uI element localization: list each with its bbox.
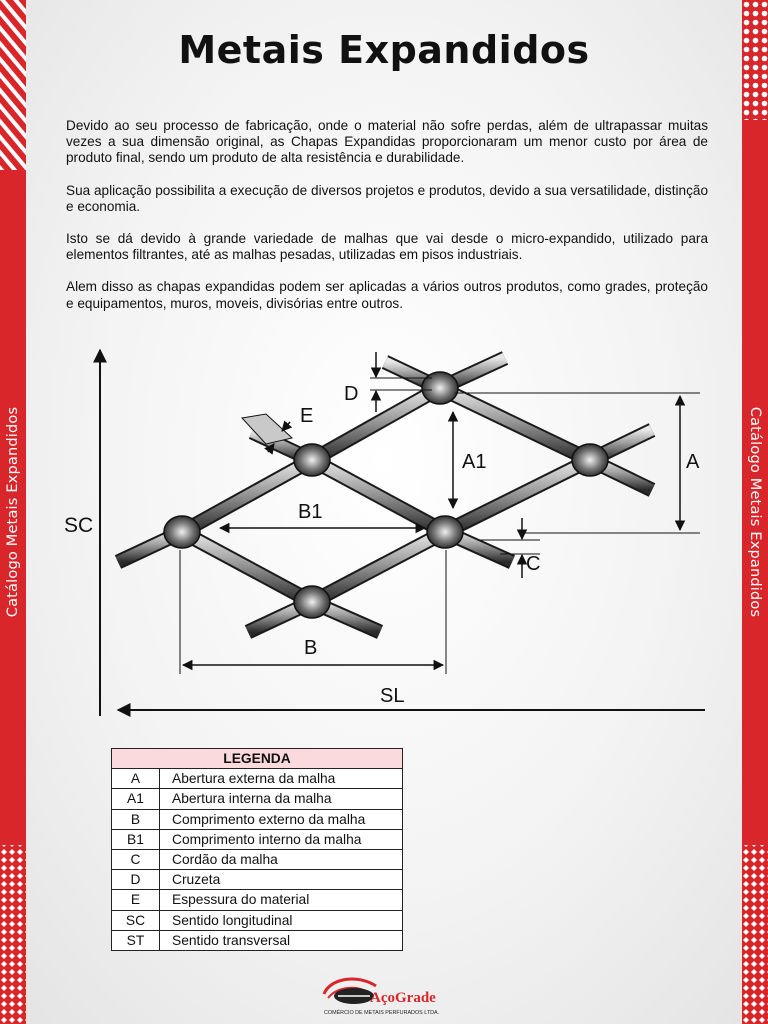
legend-row: [112, 850, 403, 870]
paragraph: Devido ao seu processo de fabricação, onde o material não sofre perdas, além de ultrapassar muitas vezes a sua dimensão original, as Chapas Expandidas proporcionaram um menor custo por área de produto final, sendo um produto de alta resistência e durabilidade.: [66, 118, 708, 166]
label-d: D: [344, 383, 359, 405]
legend-code: D: [112, 870, 160, 890]
svg-text:COMÉRCIO DE METAIS PERFURADOS: COMÉRCIO DE METAIS PERFURADOS LTDA.: [324, 1010, 440, 1016]
label-b1: B1: [298, 501, 323, 523]
legend-description: Sentido longitudinal: [160, 910, 403, 930]
legend-code: E: [112, 890, 160, 910]
label-a1: A1: [462, 451, 487, 473]
label-sc: SC: [64, 514, 94, 537]
label-e: E: [300, 405, 314, 427]
legend-row: [112, 829, 403, 849]
legend-row: [112, 789, 403, 809]
label-a: A: [686, 451, 700, 473]
legend-code: B1: [112, 829, 160, 849]
label-sl: SL: [380, 685, 405, 707]
legend-row: [112, 890, 403, 910]
acograde-logo: [318, 972, 458, 1020]
intro-text: [66, 118, 708, 328]
legend-row: [112, 930, 403, 950]
label-c: C: [526, 553, 541, 575]
legend-code: C: [112, 850, 160, 870]
legend-description: Cordão da malha: [160, 850, 403, 870]
legend-description: Abertura externa da malha: [160, 769, 403, 789]
mesh-strands: [118, 358, 652, 632]
svg-text:AçoGrade: AçoGrade: [370, 990, 436, 1006]
paragraph: Sua aplicação possibilita a execução de diversos projetos e produtos, devido a sua versatilidade, distinção e economia.: [66, 182, 708, 214]
paragraph: Isto se dá devido à grande variedade de malhas que vai desde o micro-expandido, utilizado para elementos filtrantes, até as malhas pesadas, utilizadas em pisos industriais.: [66, 231, 708, 263]
paragraph: Alem disso as chapas expandidas podem ser aplicadas a vários outros produtos, como grades, proteção e equipamentos, muros, moveis, divisórias entre outros.: [66, 279, 708, 311]
legend-description: Espessura do material: [160, 890, 403, 910]
legend-header: LEGENDA: [112, 749, 403, 769]
legend-description: Abertura interna da malha: [160, 789, 403, 809]
legend-code: A: [112, 769, 160, 789]
page-title: Metais Expandidos: [178, 28, 590, 72]
side-label-right: Catálogo Metais Expandidos: [747, 406, 763, 618]
legend-row: [112, 870, 403, 890]
legend-code: A1: [112, 789, 160, 809]
legend-row: [112, 809, 403, 829]
right-side-band: [742, 0, 768, 1024]
legend-description: Cruzeta: [160, 870, 403, 890]
mesh-diagram: [60, 340, 720, 725]
legend-description: Sentido transversal: [160, 930, 403, 950]
label-b: B: [304, 637, 318, 659]
legend-row: [112, 910, 403, 930]
side-label-left: Catálogo Metais Expandidos: [5, 406, 21, 618]
legend-code: SC: [112, 910, 160, 930]
left-side-band: [0, 0, 26, 1024]
legend-row: [112, 769, 403, 789]
legend-code: B: [112, 809, 160, 829]
legend-description: Comprimento externo da malha: [160, 809, 403, 829]
legend-code: ST: [112, 930, 160, 950]
legend-table: [111, 748, 403, 951]
legend-description: Comprimento interno da malha: [160, 829, 403, 849]
